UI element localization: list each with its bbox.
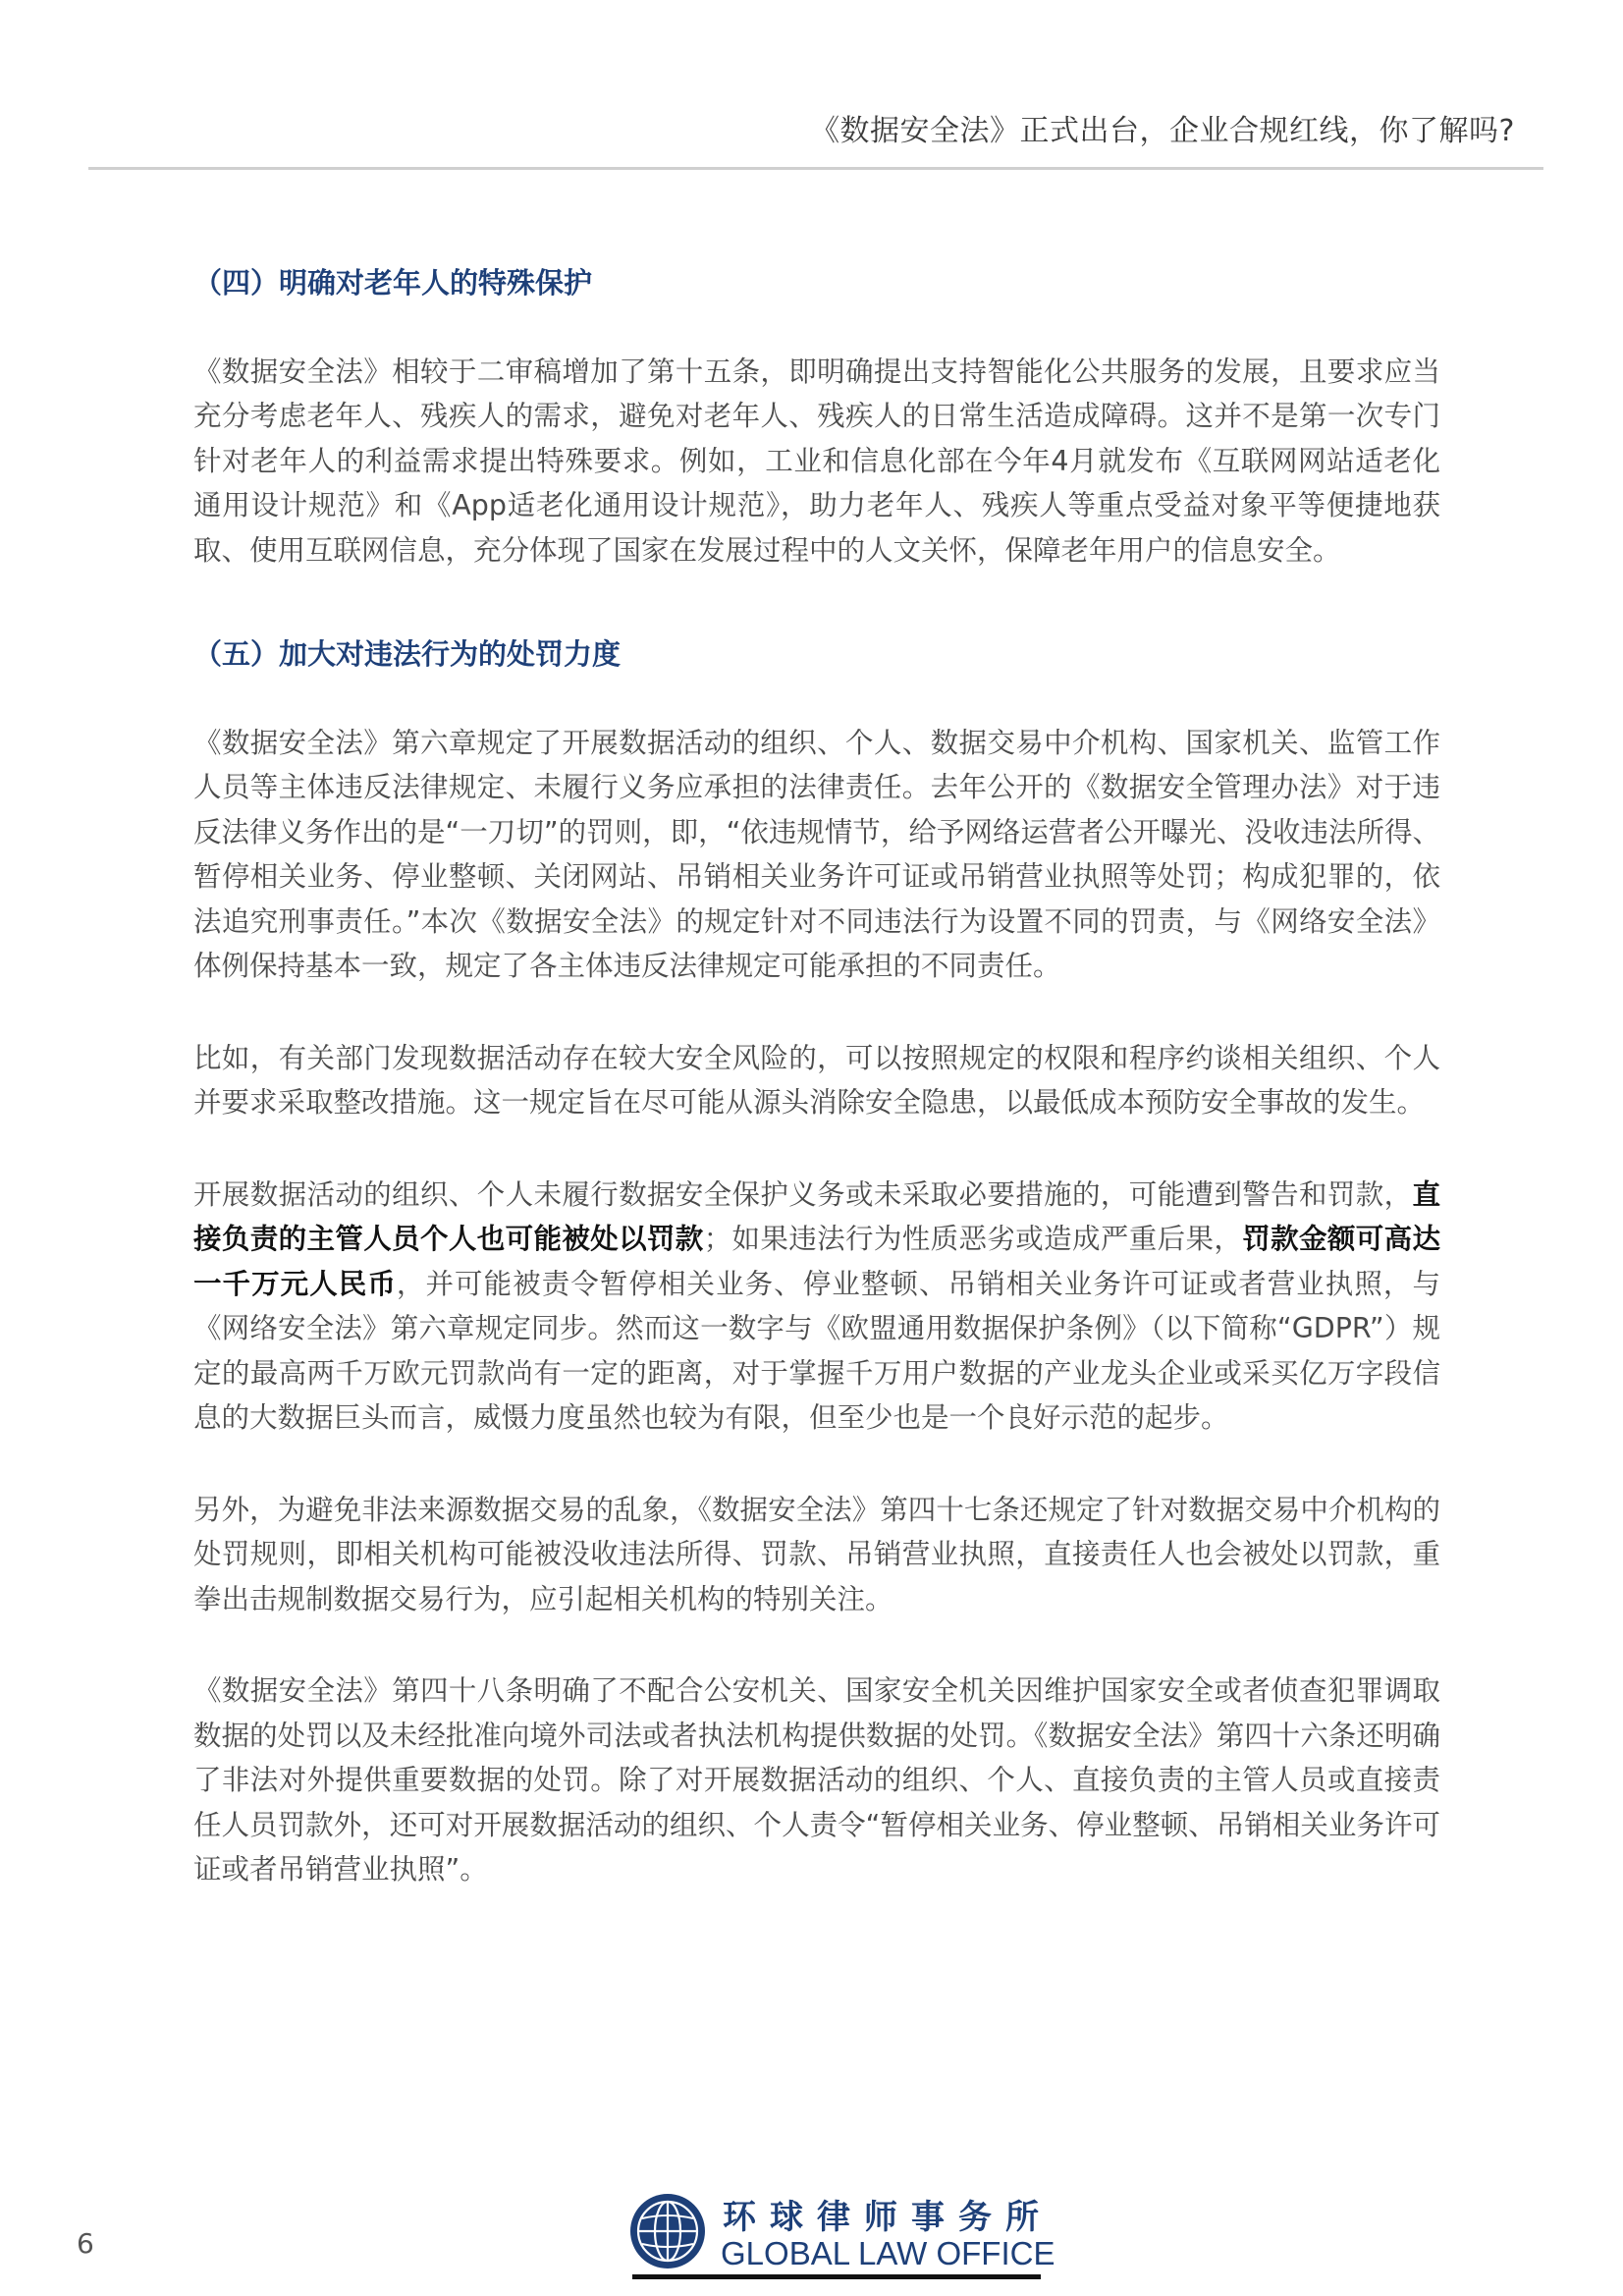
emphasis-text: 罚款金额可高达一千万元人民币 [193, 1223, 1440, 1300]
paragraph: 《数据安全法》相较于二审稿增加了第十五条，即明确提出支持智能化公共服务的发展，且要求应当充分考虑老年人、残疾人的需求，避免对老年人、残疾人的日常生活造成障碍。这并不是第一次专门针对老年人的利益需求提出特殊要求。例如，工业和信息化部在今年4月就发布《互联网网站适老化通用设计规范》和《App适老化通用设计规范》，助力老年人、残疾人等重点受益对象平等便捷地获取、使用互联网信息，充分体现了国家在发展过程中的人文关怀，保障老年用户的信息安全。 [193, 355, 1440, 567]
paragraph: 另外，为避免非法来源数据交易的乱象，《数据安全法》第四十七条还规定了针对数据交易中介机构的处罚规则，即相关机构可能被没收违法所得、罚款、吊销营业执照，直接责任人也会被处以罚款，重拳出击规制数据交易行为，应引起相关机构的特别关注。 [193, 1493, 1440, 1615]
header-divider [88, 167, 1543, 170]
logo-underline [632, 2274, 1041, 2279]
running-header-title: 《数据安全法》正式出台，企业合规红线，你了解吗? [810, 114, 1515, 148]
paragraph: 比如，有关部门发现数据活动存在较大安全风险的，可以按照规定的权限和程序约谈相关组织、个人并要求采取整改措施。这一规定旨在尽可能从源头消除安全隐患，以最低成本预防安全事故的发生。 [193, 1041, 1440, 1120]
document-body [193, 265, 1440, 1892]
emphasis-text: 直接负责的主管人员个人也可能被处以罚款 [193, 1177, 1440, 1256]
logo-chinese-name: 环球律师事务所 [723, 2198, 1053, 2237]
paragraph: 《数据安全法》第六章规定了开展数据活动的组织、个人、数据交易中介机构、国家机关、监管工作人员等主体违反法律规定、未履行义务应承担的法律责任。去年公开的《数据安全管理办法》对于违反法律义务作出的是“一刀切”的罚则，即，“依违规情节，给予网络运营者公开曝光、没收违法所得、暂停相关业务、停业整顿、关闭网站、吊销相关业务许可证或吊销营业执照等处罚；构成犯罪的，依法追究刑事责任。”本次《数据安全法》的规定针对不同违法行为设置不同的罚责，与《网络安全法》体例保持基本一致，规定了各主体违反法律规定可能承担的不同责任。 [193, 726, 1440, 983]
paragraph: 《数据安全法》第四十八条明确了不配合公安机关、国家安全机关因维护国家安全或者侦查犯罪调取数据的处罚以及未经批准向境外司法或者执法机构提供数据的处罚。《数据安全法》第四十六条还明确了非法对外提供重要数据的处罚。除了对开展数据活动的组织、个人、直接负责的主管人员或直接责任人员罚款外，还可对开展数据活动的组织、个人责令“暂停相关业务、停业整顿、吊销相关业务许可证或者吊销营业执照”。 [193, 1674, 1440, 1886]
text-run: ，并可能被责令暂停相关业务、停业整顿、吊销相关业务许可证或者营业执照，与《网络安全法》第六章规定同步。然而这一数字与《欧盟通用数据保护条例》（以下简称“GDPR”）规定的最高两千万欧元罚款尚有一定的距离，对于掌握千万用户数据的产业龙头企业或采买亿万字段信息的大数据巨头而言，威慑力度虽然也较为有限，但至少也是一个良好示范的起步。 [193, 1267, 1440, 1435]
text-run: ；如果违法行为性质恶劣或造成严重后果， [703, 1223, 1243, 1256]
text-run: 开展数据活动的组织、个人未履行数据安全保护义务或未采取必要措施的，可能遭到警告和罚款， [193, 1177, 1413, 1211]
section-heading-elderly-protection: （四）明确对老年人的特殊保护 [193, 266, 593, 300]
page-number: 6 [77, 2227, 94, 2260]
globe-emblem-icon [628, 2192, 707, 2270]
paragraph-with-emphasis [193, 1173, 1440, 1441]
section-heading-penalties: （五）加大对违法行为的处罚力度 [193, 637, 622, 672]
footer-logo [628, 2188, 1055, 2282]
logo-english-name: GLOBAL LAW OFFICE [721, 2235, 1055, 2271]
